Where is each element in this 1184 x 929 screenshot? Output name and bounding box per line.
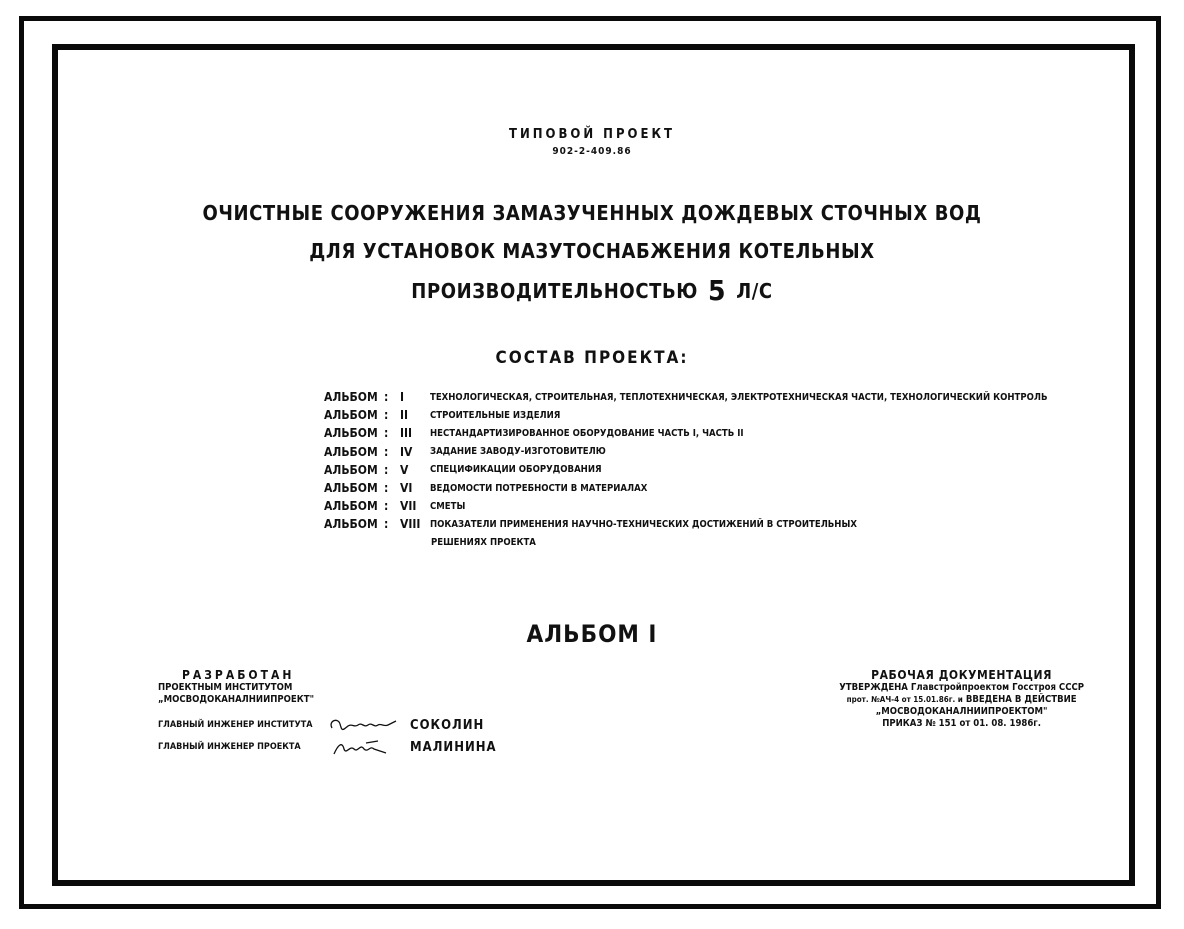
approval-title: РАБОЧАЯ ДОКУМЕНТАЦИЯ xyxy=(871,668,1053,682)
signatory-row xyxy=(158,714,497,736)
album-label: АЛЬБОМ xyxy=(324,517,378,532)
series-label: ТИПОВОЙ ПРОЕКТ xyxy=(508,127,676,142)
developer-title: РАЗРАБОТАН xyxy=(182,668,295,682)
album-colon: : xyxy=(384,426,389,441)
title-line-2: ДЛЯ УСТАНОВОК МАЗУТОСНАБЖЕНИЯ КОТЕЛЬНЫХ xyxy=(309,239,875,263)
series-number: 902-2-409.86 xyxy=(552,146,632,157)
album-label: АЛЬБОМ xyxy=(324,408,378,423)
current-album-title: АЛЬБОМ I xyxy=(526,620,658,648)
developer-block xyxy=(158,668,497,758)
album-number: I xyxy=(400,390,405,405)
album-row xyxy=(324,461,1047,479)
album-number: III xyxy=(400,426,413,441)
signatory-row xyxy=(158,736,497,758)
album-colon: : xyxy=(384,481,389,496)
album-number: VI xyxy=(400,481,413,496)
album-label: АЛЬБОМ xyxy=(324,462,378,477)
signatory-name: СОКОЛИН xyxy=(410,717,485,733)
album-colon: : xyxy=(384,517,389,532)
album-label: АЛЬБОМ xyxy=(324,481,378,496)
album-description: СМЕТЫ xyxy=(430,500,466,512)
album-row xyxy=(324,515,1047,533)
title-line-3 xyxy=(0,274,1184,307)
title-line-1: ОЧИСТНЫЕ СООРУЖЕНИЯ ЗАМАЗУЧЕННЫХ ДОЖДЕВЫХ СТОЧНЫХ ВОД xyxy=(202,201,982,225)
album-label: АЛЬБОМ xyxy=(324,426,378,441)
album-colon: : xyxy=(384,408,389,423)
album-number: VII xyxy=(400,499,417,514)
developer-institute: „МОСВОДОКАНАЛНИИПРОЕКТ" xyxy=(158,694,315,705)
composition-heading: СОСТАВ ПРОЕКТА: xyxy=(495,348,689,368)
album-description-continuation: РЕШЕНИЯХ ПРОЕКТА xyxy=(431,537,536,548)
album-row xyxy=(324,406,1047,424)
album-label: АЛЬБОМ xyxy=(324,444,378,459)
approval-order: ПРИКАЗ № 151 от 01. 08. 1986г. xyxy=(882,718,1042,729)
album-number: II xyxy=(400,408,409,423)
album-row xyxy=(324,388,1047,406)
album-description: ЗАДАНИЕ ЗАВОДУ-ИЗГОТОВИТЕЛЮ xyxy=(430,446,606,458)
capacity-unit: Л/С xyxy=(736,279,773,303)
signatory-role: ГЛАВНЫЙ ИНЖЕНЕР ПРОЕКТА xyxy=(158,742,301,752)
album-description: ПОКАЗАТЕЛИ ПРИМЕНЕНИЯ НАУЧНО-ТЕХНИЧЕСКИХ ДОСТИЖЕНИЙ В СТРОИТЕЛЬНЫХ xyxy=(430,518,857,530)
album-colon: : xyxy=(384,462,389,477)
album-list xyxy=(324,388,1047,552)
album-number: IV xyxy=(400,444,413,459)
album-number: V xyxy=(400,462,409,477)
album-description: СПЕЦИФИКАЦИИ ОБОРУДОВАНИЯ xyxy=(430,464,602,476)
album-colon: : xyxy=(384,390,389,405)
album-label: АЛЬБОМ xyxy=(324,499,378,514)
album-label: АЛЬБОМ xyxy=(324,390,378,405)
signature-mark xyxy=(326,737,410,757)
album-description: ТЕХНОЛОГИЧЕСКАЯ, СТРОИТЕЛЬНАЯ, ТЕПЛОТЕХНИЧЕСКАЯ, ЭЛЕКТРОТЕХНИЧЕСКАЯ ЧАСТИ, ТЕХНОЛОГИЧЕСКИЙ КОНТРОЛЬ xyxy=(430,391,1048,403)
signature-mark xyxy=(326,715,410,735)
album-colon: : xyxy=(384,499,389,514)
approval-block xyxy=(839,668,1084,730)
approval-protocol: прот. №АЧ-4 от 15.01.86г. и xyxy=(846,695,963,704)
capacity-prefix: ПРОИЗВОДИТЕЛЬНОСТЬЮ xyxy=(411,279,699,303)
album-description: НЕСТАНДАРТИЗИРОВАННОЕ ОБОРУДОВАНИЕ ЧАСТЬ I, ЧАСТЬ II xyxy=(430,427,744,439)
capacity-value: 5 xyxy=(708,274,727,307)
album-row xyxy=(324,424,1047,442)
album-description: ВЕДОМОСТИ ПОТРЕБНОСТИ В МАТЕРИАЛАХ xyxy=(430,482,648,494)
album-colon: : xyxy=(384,444,389,459)
signatory-role: ГЛАВНЫЙ ИНЖЕНЕР ИНСТИТУТА xyxy=(158,720,313,730)
album-description: СТРОИТЕЛЬНЫЕ ИЗДЕЛИЯ xyxy=(430,409,561,421)
album-row xyxy=(324,497,1047,515)
developer-line-1: ПРОЕКТНЫМ ИНСТИТУТОМ xyxy=(158,682,293,693)
album-row xyxy=(324,479,1047,497)
album-row xyxy=(324,443,1047,461)
approval-approved-by: УТВЕРЖДЕНА Главстройпроектом Госстроя СССР xyxy=(839,682,1084,693)
approval-institute: „МОСВОДОКАНАЛНИИПРОЕКТОМ" xyxy=(875,706,1048,717)
approval-introduced: ВВЕДЕНА В ДЕЙСТВИЕ xyxy=(965,694,1077,705)
signatory-name: МАЛИНИНА xyxy=(410,739,497,755)
album-number: VIII xyxy=(400,517,421,532)
approval-protocol-line xyxy=(839,694,1084,706)
